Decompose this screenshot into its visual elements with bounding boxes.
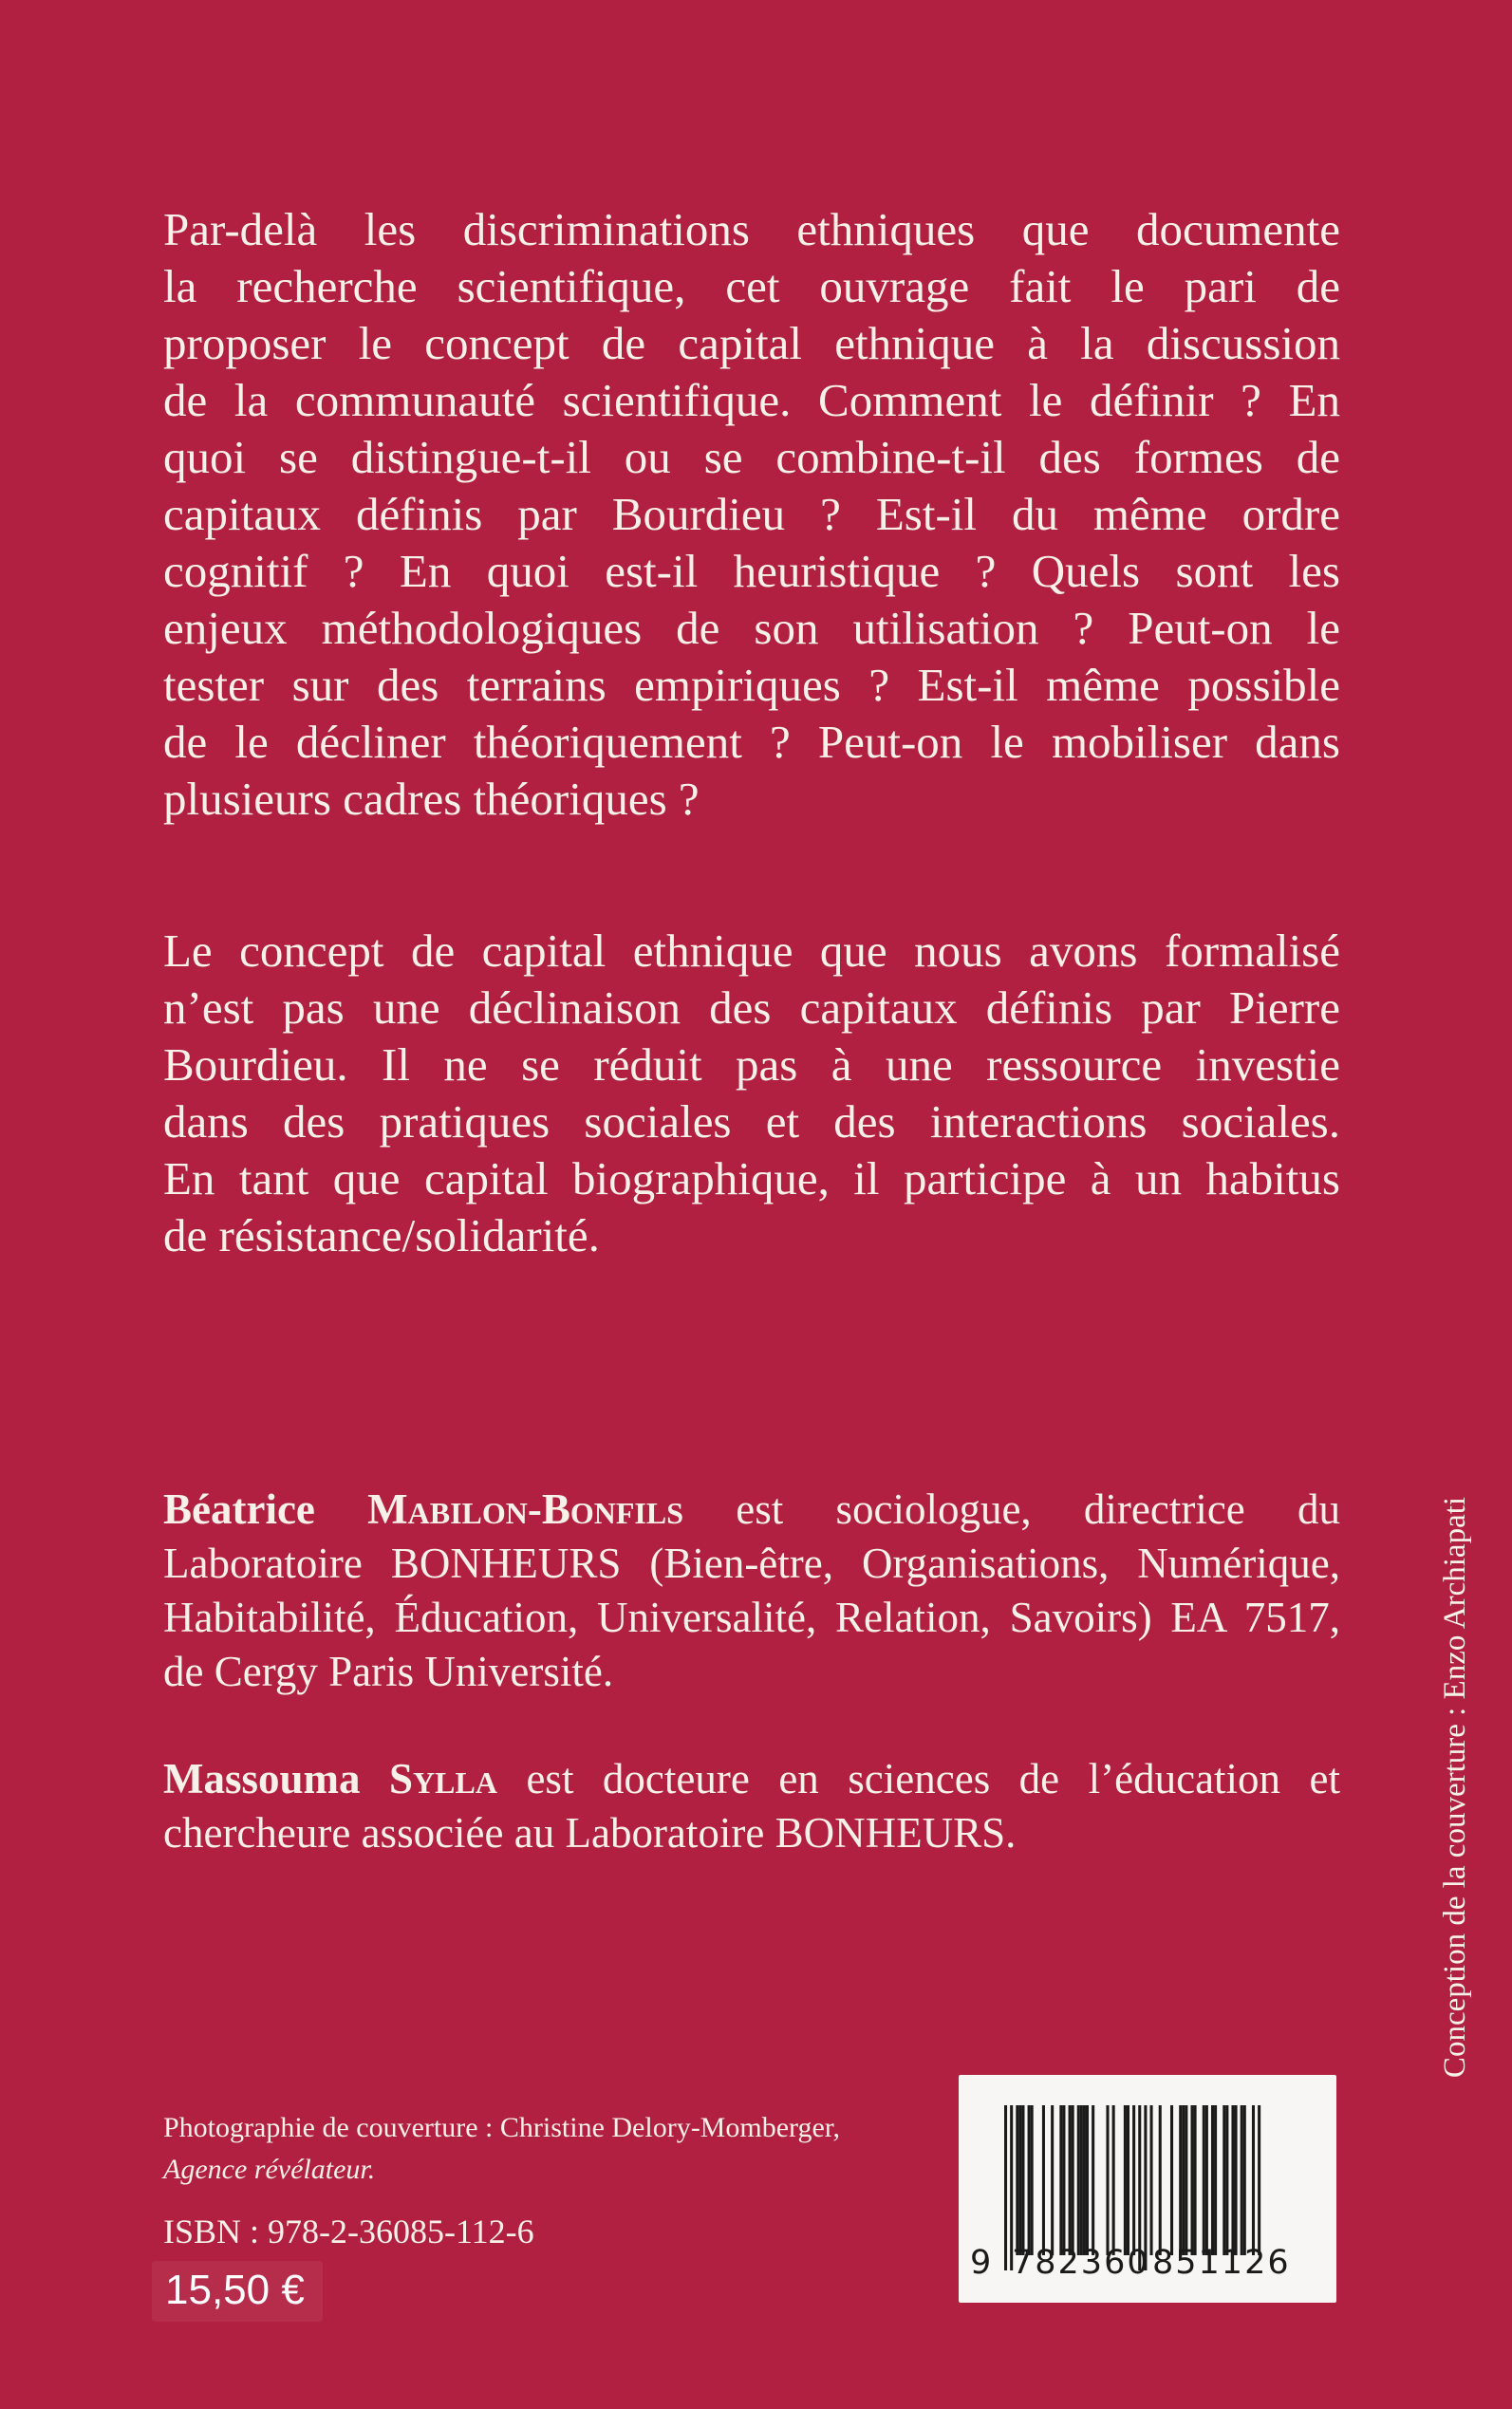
synopsis-line: de le décliner théoriquement ? Peut-on le mobiliser dans [163, 716, 1340, 768]
synopsis-line: la recherche scientifique, cet ouvrage fait le pari de [163, 260, 1340, 312]
concept-paragraph [163, 923, 1340, 1264]
author-bio-line [163, 1483, 1340, 1537]
synopsis-line: quoi se distingue-t-il ou se combine-t-il des formes de [163, 431, 1340, 483]
barcode-digit-first: 9 [970, 2244, 994, 2282]
synopsis-line: proposer le concept de capital ethnique à la discussion [163, 317, 1340, 369]
photo-credit-line: Photographie de couverture : Christine Delory-Momberger, [163, 2112, 841, 2143]
price-sticker [152, 2261, 323, 2322]
synopsis-paragraph [163, 201, 1340, 828]
author-bio-line: chercheure associée au Laboratoire BONHEURS. [163, 1809, 1017, 1857]
author-bio-text: est sociologue, directrice du [736, 1485, 1341, 1533]
barcode-digit-group: 782360 [1012, 2244, 1150, 2282]
synopsis-line: tester sur des terrains empiriques ? Est-il même possible [163, 659, 1340, 711]
concept-line: En tant que capital biographique, il participe à un habitus [163, 1152, 1340, 1204]
author-bio-mabilon-bonfils [163, 1483, 1340, 1699]
author-first-name: Béatrice [163, 1485, 315, 1533]
author-first-name: Massouma [163, 1755, 361, 1802]
author-bio-line: Laboratoire BONHEURS (Bien-être, Organisations, Numérique, [163, 1540, 1340, 1587]
author-bio-line: de Cergy Paris Université. [163, 1648, 614, 1695]
concept-line: dans des pratiques sociales et des interactions sociales. [163, 1095, 1340, 1148]
author-last-name: Sylla [389, 1755, 497, 1802]
price-text: 15,50 € [165, 2267, 305, 2313]
isbn-text: ISBN : 978-2-36085-112-6 [163, 2213, 534, 2250]
author-last-name: Mabilon-Bonfils [367, 1485, 684, 1533]
barcode-digit-group: 851126 [1152, 2244, 1291, 2282]
concept-line: n’est pas une déclinaison des capitaux définis par Pierre [163, 981, 1340, 1034]
photo-credit-agency: Agence révélateur. [163, 2154, 376, 2185]
synopsis-line: cognitif ? En quoi est-il heuristique ? Quels sont les [163, 545, 1340, 597]
concept-line: Bourdieu. Il ne se réduit pas à une ressource investie [163, 1038, 1340, 1091]
synopsis-line: enjeux méthodologiques de son utilisation ? Peut-on le [163, 602, 1340, 654]
photo-credit [163, 2107, 840, 2191]
barcode [959, 2075, 1336, 2303]
synopsis-line: plusieurs cadres théoriques ? [163, 773, 700, 825]
author-bio-text: est docteure en sciences de l’éducation et [526, 1755, 1341, 1802]
synopsis-line: Par-delà les discriminations ethniques que documente [163, 203, 1340, 255]
cover-design-credit: Conception de la couverture : Enzo Archiapati [1438, 1496, 1472, 2079]
author-bio-sylla [163, 1752, 1340, 1860]
author-bio-line [163, 1752, 1340, 1806]
concept-line: de résistance/solidarité. [163, 1209, 600, 1261]
synopsis-line: de la communauté scientifique. Comment le définir ? En [163, 374, 1340, 426]
synopsis-line: capitaux définis par Bourdieu ? Est-il du même ordre [163, 488, 1340, 540]
concept-line: Le concept de capital ethnique que nous avons formalisé [163, 924, 1340, 977]
author-bio-line: Habitabilité, Éducation, Universalité, Relation, Savoirs) EA 7517, [163, 1594, 1340, 1641]
